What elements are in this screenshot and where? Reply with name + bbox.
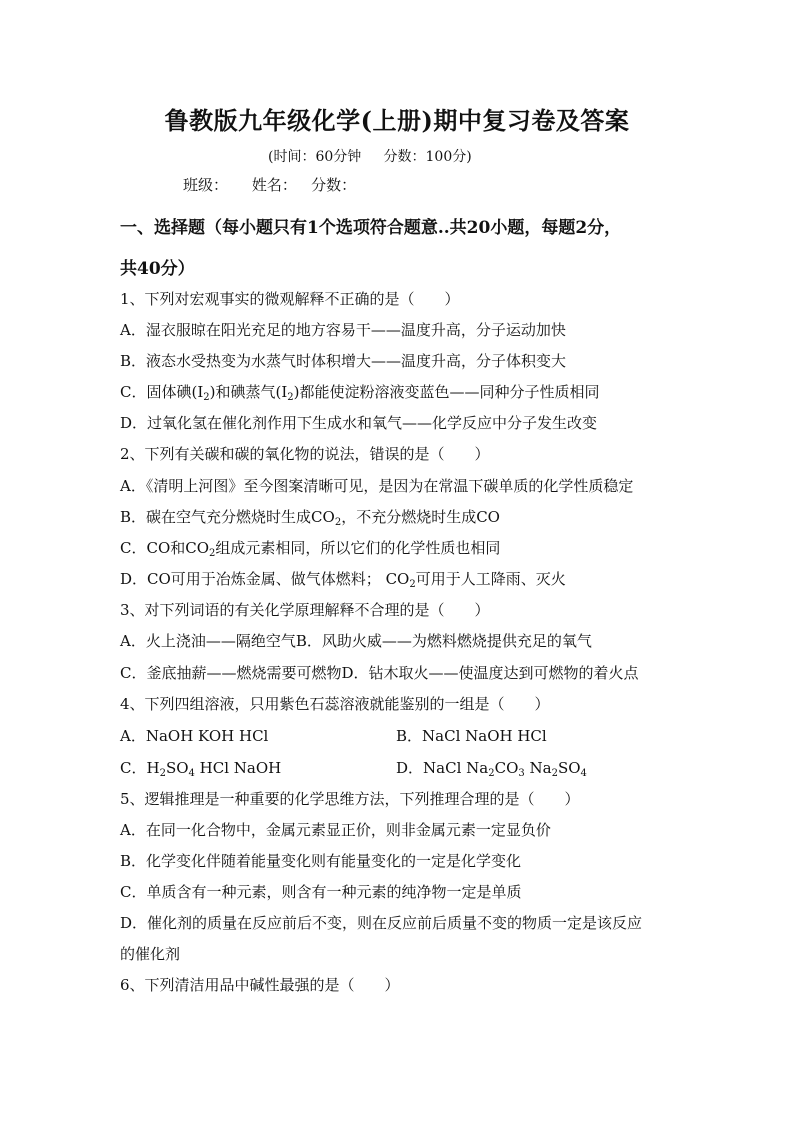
question-2-option-a: A．《清明上河图》至今图案清晰可见，是因为在常温下碳单质的化学性质稳定 — [120, 477, 634, 495]
section-heading-line2: 共40分） — [120, 259, 195, 279]
question-4-option-b: B．NaCl NaOH HCl — [396, 727, 547, 745]
question-2-option-d: D．CO可用于冶炼金属、做气体燃料； $CO_2$可用于人工降雨、灭火 — [120, 570, 566, 590]
question-4-stem: 4、下列四组溶液，只用紫色石蕊溶液就能鉴别的一组是（ ） — [120, 695, 550, 713]
question-3-stem: 3、对下列词语的有关化学原理解释不合理的是（ ） — [120, 601, 490, 619]
exam-time-score: (时间：60分钟 分数：100分) — [268, 149, 472, 165]
question-5-option-d-line2: 的催化剂 — [120, 945, 181, 963]
question-6-stem: 6、下列清洁用品中碱性最强的是（ ） — [120, 976, 400, 994]
question-3-options-ab: A．火上浇油——隔绝空气B．风助火威——为燃料燃烧提供充足的氧气 — [120, 632, 592, 650]
section-heading-line1: 一、选择题（每小题只有1个选项符合题意..共20小题，每题2分， — [120, 218, 622, 238]
question-5-stem: 5、逻辑推理是一种重要的化学思维方法，下列推理合理的是（ ） — [120, 790, 580, 808]
question-4-option-d: D．NaCl $Na_2CO_3$ $Na_2SO_4$ — [396, 759, 587, 779]
question-5-option-b: B．化学变化伴随着能量变化则有能量变化的一定是化学变化 — [120, 852, 522, 870]
page-title: 鲁教版九年级化学(上册)期中复习卷及答案 — [164, 106, 630, 135]
question-1-option-d: D．过氧化氢在催化剂作用下生成水和氧气——化学反应中分子发生改变 — [120, 414, 598, 432]
question-4-option-a: A．NaOH KOH HCl — [120, 727, 269, 745]
question-5-option-d-line1: D．催化剂的质量在反应前后不变，则在反应前后质量不变的物质一定是该反应 — [120, 914, 643, 932]
question-2-stem: 2、下列有关碳和碳的氧化物的说法，错误的是（ ） — [120, 445, 490, 463]
question-2-option-b: B．碳在空气充分燃烧时生成$CO_2$，不充分燃烧时生成CO — [120, 508, 500, 528]
question-2-option-c: C．CO和$CO_2$组成元素相同，所以它们的化学性质也相同 — [120, 539, 501, 559]
question-1-option-a: A．湿衣服晾在阳光充足的地方容易干——温度升高，分子运动加快 — [120, 321, 566, 339]
question-5-option-a: A．在同一化合物中，金属元素显正价，则非金属元素一定显负价 — [120, 821, 551, 839]
question-1-option-b: B．液态水受热变为水蒸气时体积增大——温度升高，分子体积变大 — [120, 352, 567, 370]
student-info-line: 班级： 姓名： 分数： — [183, 176, 357, 194]
question-3-options-cd: C．釜底抽薪——燃烧需要可燃物D．钻木取火——使温度达到可燃物的着火点 — [120, 664, 639, 682]
question-1-stem: 1、下列对宏观事实的微观解释不正确的是（ ） — [120, 290, 460, 308]
question-1-option-c: C．固体碘$(I_2)$和碘蒸气$(I_2)$都能使淀粉溶液变蓝色——同种分子性质相同 — [120, 383, 600, 403]
question-5-option-c: C．单质含有一种元素，则含有一种元素的纯净物一定是单质 — [120, 883, 522, 901]
question-4-option-c: C．$H_2SO_4$ HCl NaOH — [120, 759, 282, 779]
